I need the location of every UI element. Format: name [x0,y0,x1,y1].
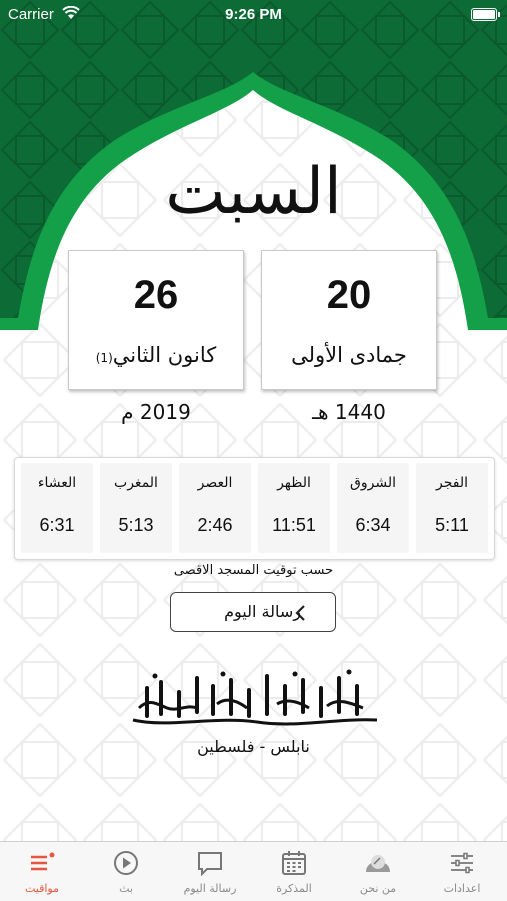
prayer-card-dhuhr [258,463,330,553]
hijri-day: 20 [326,273,372,317]
prayer-time: 5:13 [118,515,154,535]
prayer-card-asr [179,463,251,553]
hijri-date-card [261,250,437,390]
gregorian-month: كانون الثاني [112,343,217,367]
prayer-name: الظهر [277,475,311,491]
prayer-name: الشروق [350,475,396,491]
prayer-time: 6:34 [355,515,391,535]
tab-label: من نحن [359,882,397,895]
battery-icon [471,8,497,21]
status-bar [0,0,507,30]
tab-label: اعدادات [443,882,481,895]
gregorian-month-index: (1) [95,351,113,365]
location-label: نابلس - فلسطين [197,737,310,756]
timing-note: حسب توقيت المسجد الاقصى [173,563,334,578]
message-icon [195,848,225,878]
prayer-times-icon [27,848,57,878]
prayer-times-panel [14,457,495,560]
tab-calendar[interactable] [252,842,336,901]
calendar-icon [279,848,309,878]
tab-daily-message[interactable] [168,842,252,901]
prayer-card-isha [21,463,93,553]
prayer-time: 2:46 [197,515,233,535]
tab-bar [0,841,507,901]
tab-label: رسالة اليوم [183,882,237,895]
calligraphy-logo [127,668,383,734]
prayer-name: المغرب [114,475,158,491]
about-icon [363,848,393,878]
tab-label: المذكرة [276,882,312,895]
clock-time: 9:26 PM [225,6,282,23]
gregorian-date-card [68,250,244,390]
prayer-card-maghrib [100,463,172,553]
tab-prayer-times[interactable] [0,842,84,901]
prayer-time: 5:11 [435,515,469,535]
tab-label: بث [119,882,133,895]
hijri-month: جمادى الأولى [291,343,407,367]
tab-label: مواقيت [24,882,59,895]
tab-settings[interactable] [420,842,504,901]
prayer-name: العشاء [37,475,77,491]
settings-icon [447,848,477,878]
prayer-name: العصر [197,475,233,491]
gregorian-year: 2019 م [121,400,191,424]
tab-about[interactable] [336,842,420,901]
prayer-time: 6:31 [39,515,75,535]
hijri-year: 1440 هـ [312,400,386,424]
daily-message-button[interactable] [170,592,336,632]
play-icon [111,848,141,878]
prayer-name: الفجر [436,475,468,491]
daily-message-label: رسالة اليوم [224,602,301,621]
prayer-card-fajr [416,463,488,553]
day-name: السبت [165,155,342,229]
gregorian-month-line [69,343,243,367]
prayer-time: 11:51 [272,515,316,535]
gregorian-day: 26 [133,273,179,317]
carrier-label: Carrier [8,6,54,23]
prayer-card-sunrise [337,463,409,553]
tab-broadcast[interactable] [84,842,168,901]
